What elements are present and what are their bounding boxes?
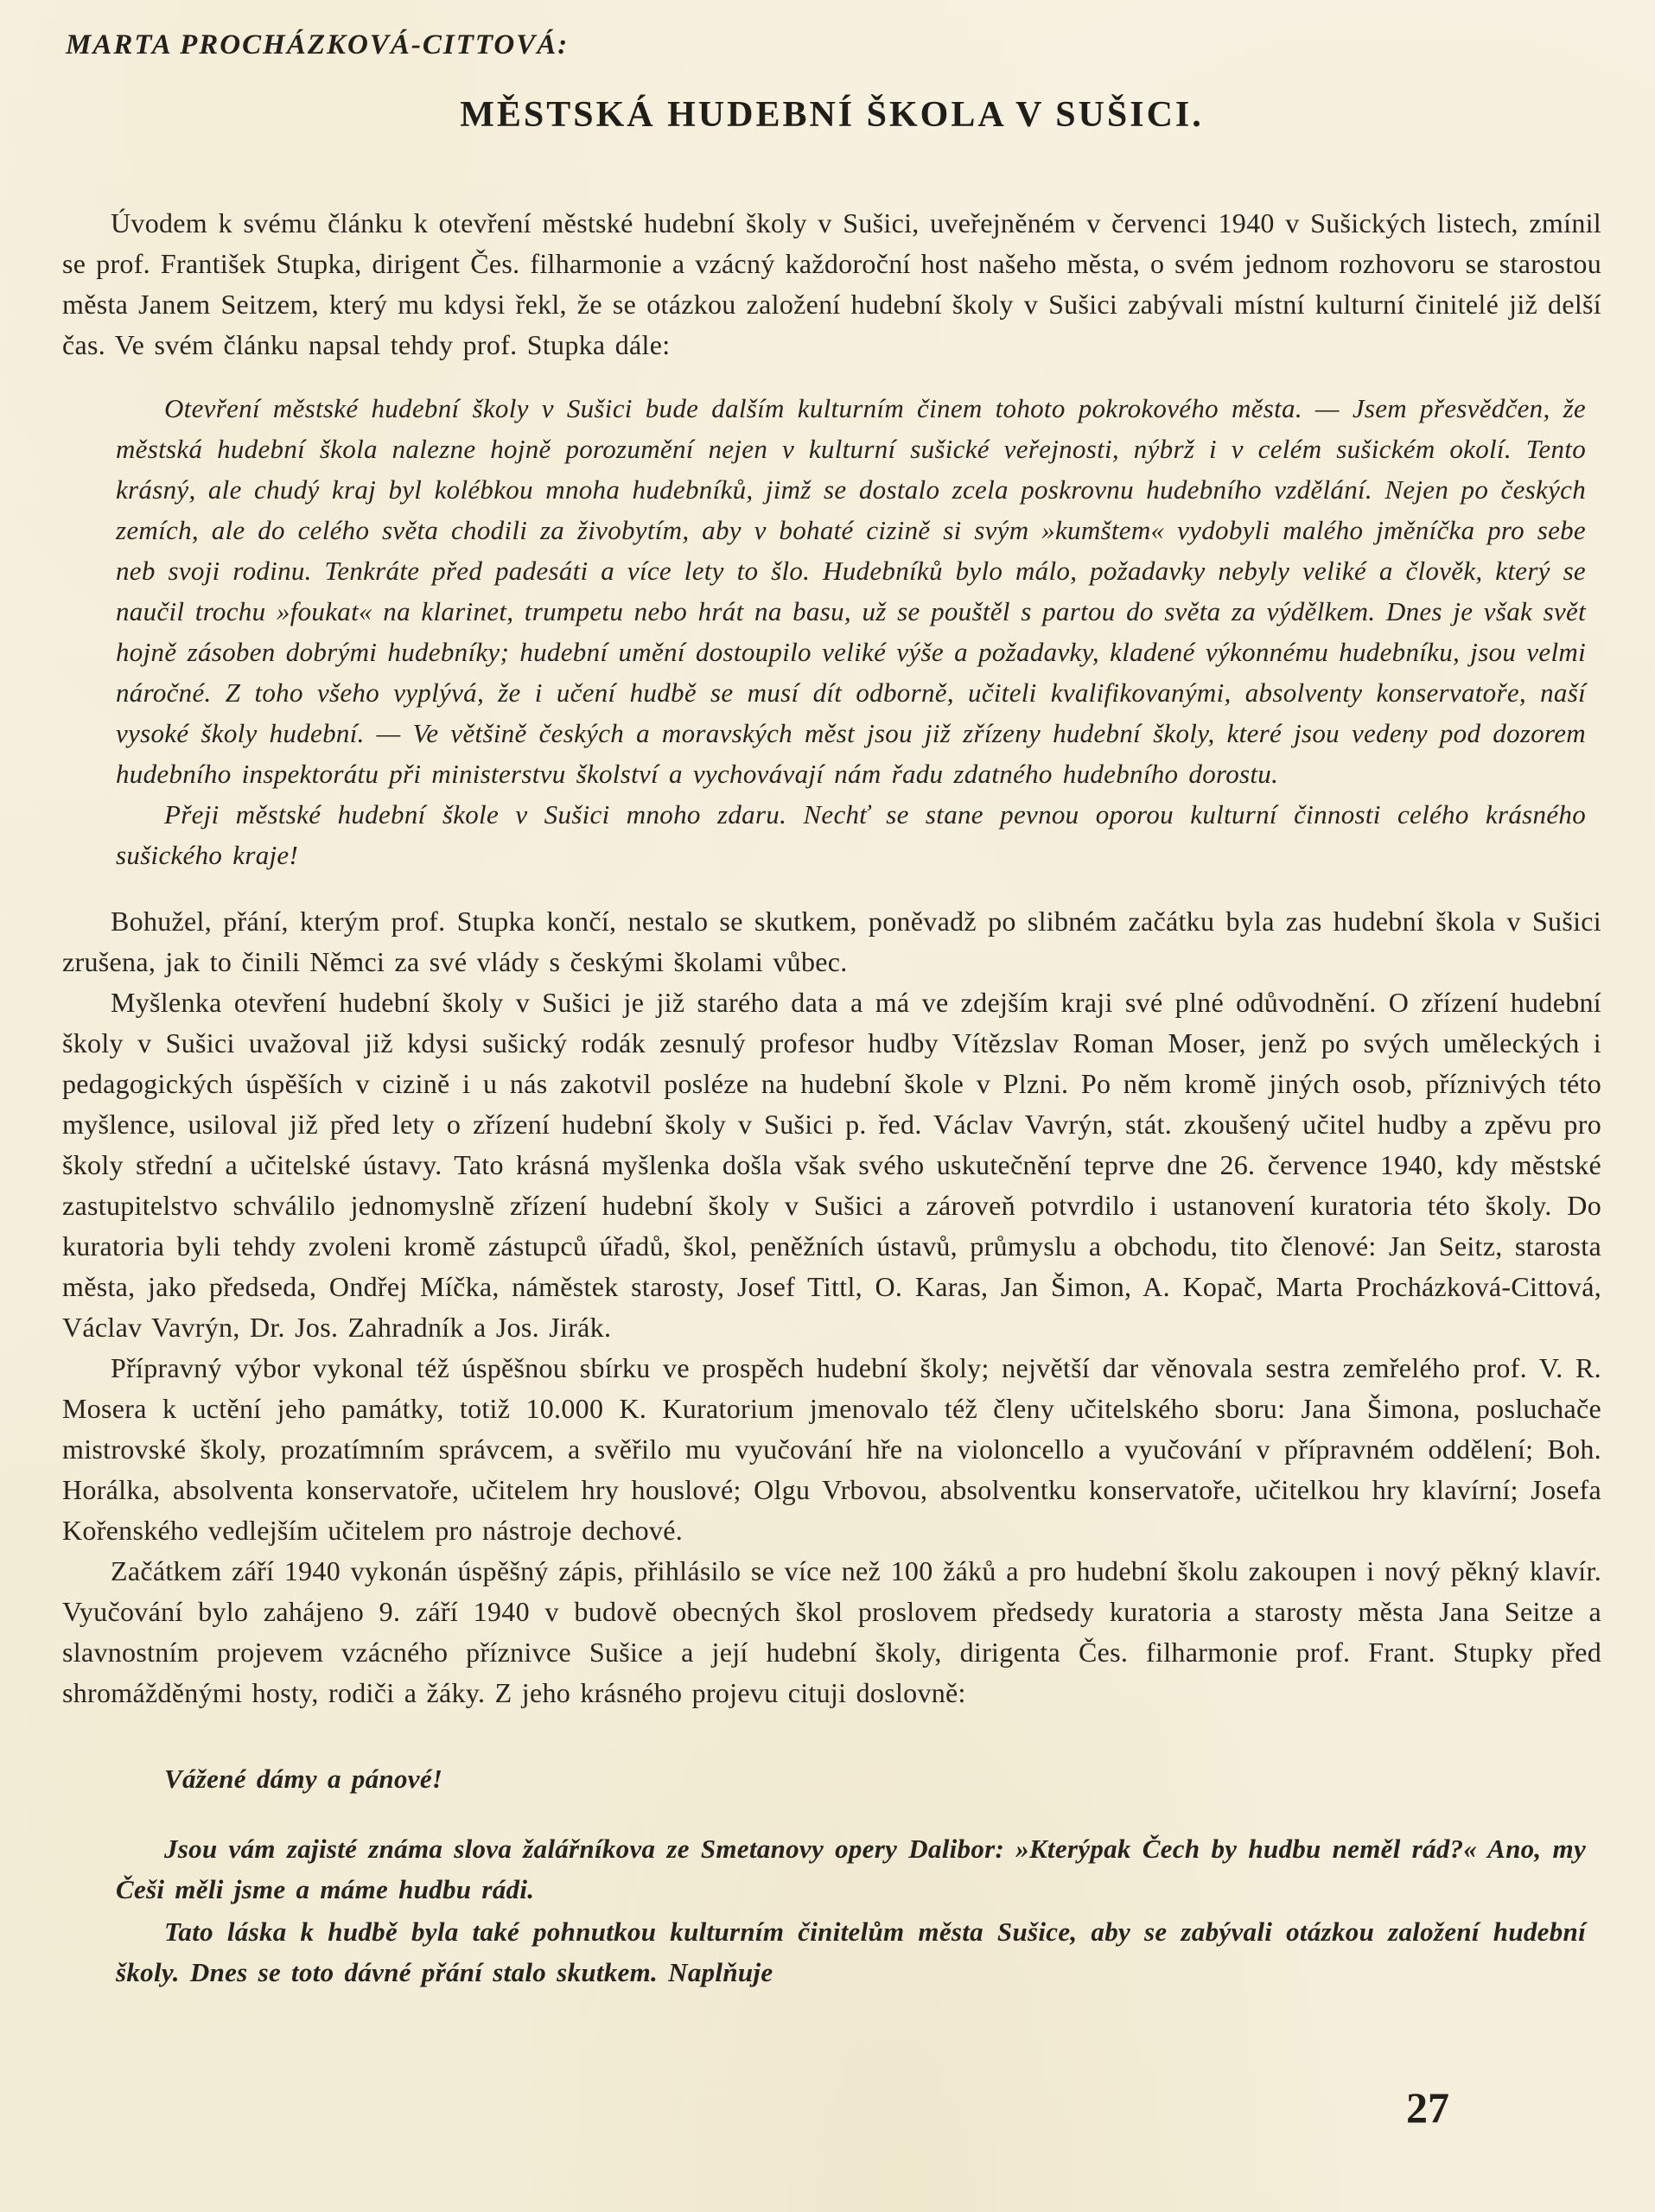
page-number: 27 [1406, 2083, 1449, 2132]
quote-paragraph: Přeji městské hudební škole v Sušici mnoho zdaru. Nechť se stane pevnou oporou kulturní činnosti celého krásného sušického kraje! [116, 799, 1586, 870]
body-paragraph: Přípravný výbor vykonal též úspěšnou sbírku ve prospěch hudební školy; největší dar věnovala sestra zemřelého prof. V. R. Mosera k uctění jeho památky, totiž 10.000 K. Kuratorium jmenovalo též členy učitelského sboru: Jana Šimona, posluchače mistrovské školy, prozatímním správcem, a svěřilo mu vyučování hře na violoncello a vyučování v přípravném oddělení; Boh. Horálka, absolventa konservatoře, učitelem hry houslové; Olgu Vrbovou, absolventku konservatoře, učitelkou hry klavírní; Josefa Kořenského vedlejším učitelem pro nástroje dechové. [62, 1352, 1601, 1546]
author-byline: MARTA PROCHÁZKOVÁ-CITTOVÁ: [66, 29, 570, 60]
speech-paragraph: Tato láska k hudbě byla také pohnutkou kulturním činitelům města Sušice, aby se zabývali otázkou založení hudební školy. Dnes se toto dávné přání stalo skutkem. Naplňuje [116, 1916, 1586, 1987]
speech-quote-block [116, 1758, 1586, 1993]
body-paragraph: Myšlenka otevření hudební školy v Sušici je již starého data a má ve zdejším kraji své plné odůvodnění. O zřízení hudební školy v Sušici uvažoval již kdysi sušický rodák zesnulý profesor hudby Vítězslav Roman Moser, jenž po svých uměleckých i pedagogických úspěších v cizině i u nás zakotvil posléze na hudební škole v Plzni. Po něm kromě jiných osob, příznivých této myšlence, usiloval již před lety o zřízení hudební školy v Sušici p. řed. Václav Vavrýn, stát. zkoušený učitel hudby a zpěvu pro školy střední a učitelské ústavy. Tato krásná myšlenka došla však svého uskutečnění teprve dne 26. července 1940, kdy městské zastupitelstvo schválilo jednomyslně zřízení hudební školy v Sušici a zároveň potvrdilo i ustanovení kuratoria této školy. Do kuratoria byli tehdy zvoleni kromě zástupců úřadů, škol, peněžních ústavů, průmyslu a obchodu, tito členové: Jan Seitz, starosta města, jako předseda, Ondřej Míčka, náměstek starosty, Josef Tittl, O. Karas, Jan Šimon, A. Kopač, Marta Procházková-Cittová, Václav Vavrýn, Dr. Jos. Zahradník a Jos. Jirák. [62, 987, 1601, 1343]
quote-paragraph: Otevření městské hudební školy v Sušici bude dalším kulturním činem tohoto pokrokového města. — Jsem přesvědčen, že městská hudební škola nalezne hojně porozumění nejen v kulturní sušické veřejnosti, nýbrž i v celém sušickém okolí. Tento krásný, ale chudý kraj byl kolébkou mnoha hudebníků, jimž se dostalo zcela poskrovnu hudebního vzdělání. Nejen po českých zemích, ale do celého světa chodili za živobytím, aby v bohaté cizině si svým »kumštem« vydobyli malého jměníčka pro sebe neb svoji rodinu. Tenkráte před padesáti a více lety to šlo. Hudebníků bylo málo, požadavky nebyly veliké a člověk, který se naučil trochu »foukat« na klarinet, trumpetu nebo hrát na basu, už se pouštěl s partou do světa za výdělkem. Dnes je však svět hojně zásoben dobrými hudebníky; hudební umění dostoupilo veliké výše a požadavky, kladené výkonnému hudebníku, jsou velmi náročné. Z toho všeho vyplývá, že i učení hudbě se musí dít odborně, učiteli kvalifikovanými, absolventy konservatoře, naší vysoké školy hudební. — Ve většině českých a moravských měst jsou již zřízeny hudební školy, které jsou vedeny pod dozorem hudebního inspektorátu při ministerstvu školství a vychovávají nám řadu zdatného hudebního dorostu. [116, 393, 1586, 789]
article-title: MĚSTSKÁ HUDEBNÍ ŠKOLA V SUŠICI. [460, 95, 1204, 135]
stupka-quote-block [116, 388, 1586, 875]
speech-paragraph: Jsou vám zajisté známa slova žalářníkova ze Smetanovy opery Dalibor: »Kterýpak Čech by hudbu neměl rád?« Ano, my Češi měli jsme a máme hudbu rádi. [116, 1834, 1586, 1904]
speech-salutation: Vážené dámy a pánové! [164, 1764, 443, 1794]
body-paragraph: Začátkem září 1940 vykonán úspěšný zápis, přihlásilo se více než 100 žáků a pro hudební školu zakoupen i nový pěkný klavír. Vyučování bylo zahájeno 9. září 1940 v budově obecných škol proslovem předsedy kuratoria a starosty města Jana Seitze a slavnostním projevem vzácného příznivce Sušice a její hudební školy, dirigenta Čes. filharmonie prof. Frant. Stupky před shromážděnými hosty, rodiči a žáky. Z jeho krásného projevu cituji doslovně: [62, 1555, 1601, 1708]
body-paragraph: Bohužel, přání, kterým prof. Stupka končí, nestalo se skutkem, poněvadž po slibném začátku byla zas hudební škola v Sušici zrušena, jak to činili Němci za své vlády s českými školami vůbec. [62, 906, 1601, 977]
intro-paragraph: Úvodem k svému článku k otevření městské hudební školy v Sušici, uveřejněném v červenci 1940 v Sušických listech, zmínil se prof. František Stupka, dirigent Čes. filharmonie a vzácný každoroční host našeho města, o svém jednom rozhovoru se starostou města Janem Seitzem, který mu kdysi řekl, že se otázkou založení hudební školy v Sušici zabývali místní kulturní činitelé již delší čas. Ve svém článku napsal tehdy prof. Stupka dále: [62, 207, 1601, 360]
